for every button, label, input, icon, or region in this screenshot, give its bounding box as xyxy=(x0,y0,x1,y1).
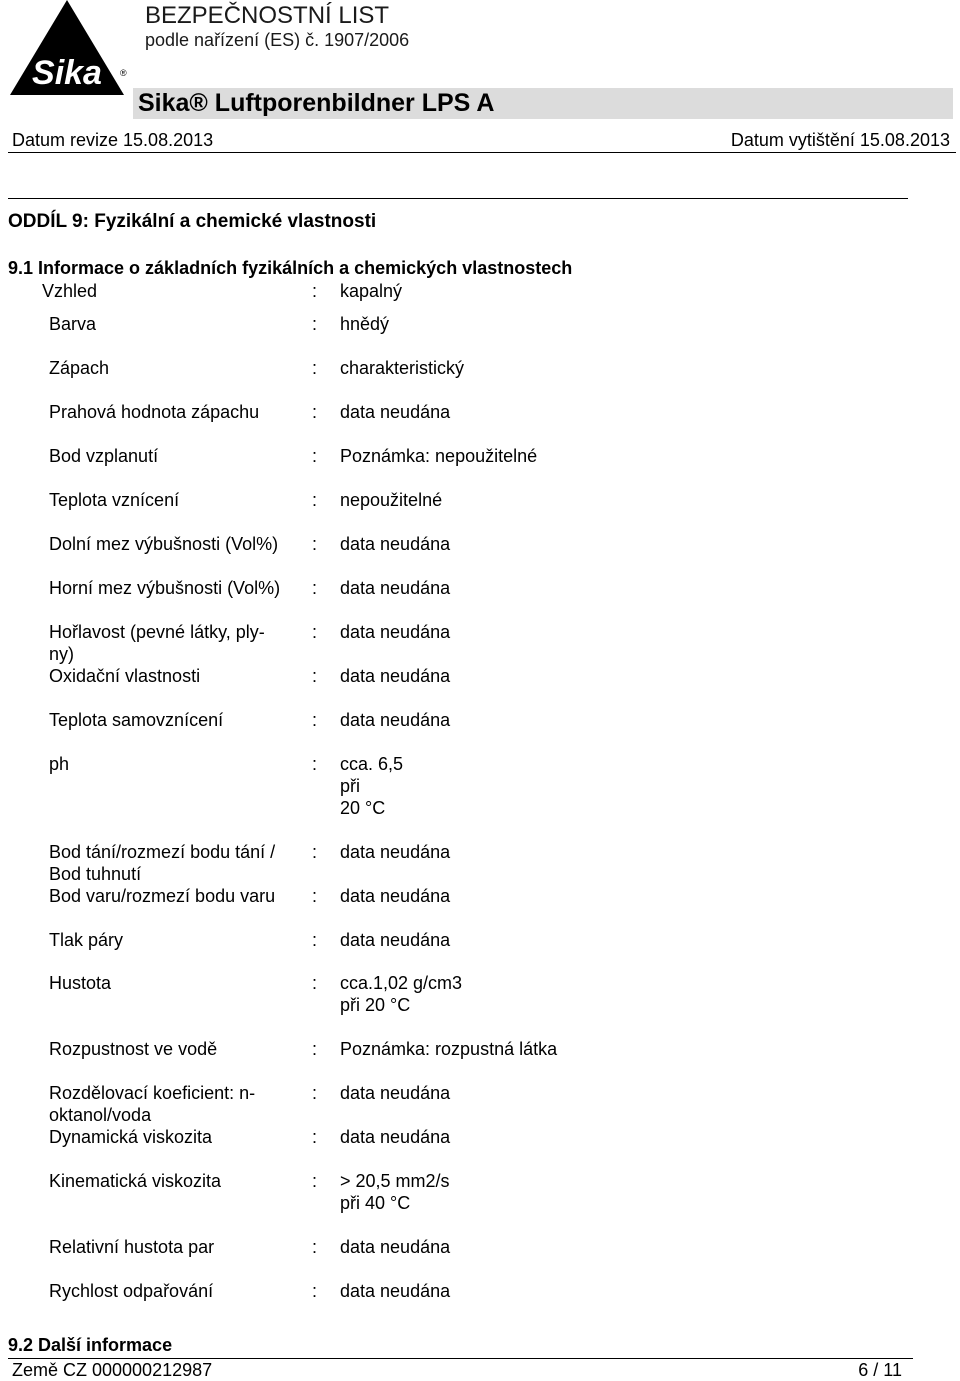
property-separator: : xyxy=(312,1237,318,1257)
property-separator: : xyxy=(312,281,318,301)
property-separator: : xyxy=(312,1039,318,1059)
property-value: data neudána xyxy=(340,622,451,642)
header-divider xyxy=(8,152,956,153)
property-separator: : xyxy=(312,578,318,598)
property-label: Teplota samovznícení xyxy=(49,710,224,730)
svg-text:®: ® xyxy=(120,68,127,78)
section-title: ODDÍL 9: Fyzikální a chemické vlastnosti xyxy=(8,211,377,232)
property-separator: : xyxy=(312,973,318,993)
property-label: ph xyxy=(49,754,70,774)
property-value: cca. 6,5 při 20 °C xyxy=(340,754,404,818)
property-value: data neudána xyxy=(340,842,451,862)
document-title: BEZPEČNOSTNÍ LIST xyxy=(145,2,390,29)
property-separator: : xyxy=(312,930,318,950)
property-label: Rozdělovací koeficient: n- oktanol/voda xyxy=(49,1083,256,1125)
property-value: hnědý xyxy=(340,314,390,334)
page-number: 6 / 11 xyxy=(858,1360,902,1380)
property-value: data neudána xyxy=(340,930,451,950)
property-label: Hustota xyxy=(49,973,112,993)
property-value: data neudána xyxy=(340,710,451,730)
regulation-reference: podle nařízení (ES) č. 1907/2006 xyxy=(145,30,410,50)
property-value: data neudána xyxy=(340,578,451,598)
property-label: Horní mez výbušnosti (Vol%) xyxy=(49,578,281,598)
property-separator: : xyxy=(312,490,318,510)
further-info-heading: 9.2 Další informace xyxy=(8,1335,173,1355)
property-separator: : xyxy=(312,1171,318,1191)
property-separator: : xyxy=(312,754,318,774)
property-separator: : xyxy=(312,534,318,554)
property-separator: : xyxy=(312,666,318,686)
subsection-title: 9.1 Informace o základních fyzikálních a chemických vlastnostech xyxy=(8,258,573,278)
revision-date: Datum revize 15.08.2013 xyxy=(12,130,214,150)
property-separator: : xyxy=(312,314,318,334)
property-value: Poznámka: rozpustná látka xyxy=(340,1039,558,1059)
property-separator: : xyxy=(312,622,318,642)
property-value: data neudána xyxy=(340,1083,451,1103)
property-separator: : xyxy=(312,842,318,862)
property-value: data neudána xyxy=(340,1281,451,1301)
product-name: Sika® Luftporenbildner LPS A xyxy=(138,89,495,117)
property-value: kapalný xyxy=(340,281,403,301)
footer-divider xyxy=(8,1358,913,1359)
property-label: Bod tání/rozmezí bodu tání / Bod tuhnutí xyxy=(49,842,276,884)
property-separator: : xyxy=(312,1083,318,1103)
property-value: cca.1,02 g/cm3 při 20 °C xyxy=(340,973,463,1015)
property-value: charakteristický xyxy=(340,358,465,378)
property-label: Teplota vznícení xyxy=(49,490,180,510)
property-label: Dynamická viskozita xyxy=(49,1127,213,1147)
property-label: Relativní hustota par xyxy=(49,1237,215,1257)
property-separator: : xyxy=(312,710,318,730)
property-label: Oxidační vlastnosti xyxy=(49,666,201,686)
property-label: Rozpustnost ve vodě xyxy=(49,1039,218,1059)
country-code: Země CZ 000000212987 xyxy=(12,1360,213,1380)
property-separator: : xyxy=(312,446,318,466)
property-value: data neudána xyxy=(340,666,451,686)
property-label: Barva xyxy=(49,314,97,334)
property-separator: : xyxy=(312,402,318,422)
property-value: Poznámka: nepoužitelné xyxy=(340,446,538,466)
property-value: data neudána xyxy=(340,1127,451,1147)
property-label: Kinematická viskozita xyxy=(49,1171,222,1191)
property-label: Vzhled xyxy=(42,281,98,301)
property-separator: : xyxy=(312,886,318,906)
property-label: Dolní mez výbušnosti (Vol%) xyxy=(49,534,279,554)
logo-text: Sika xyxy=(32,54,102,92)
property-value: data neudána xyxy=(340,534,451,554)
property-label: Rychlost odpařování xyxy=(49,1281,214,1301)
property-value: data neudána xyxy=(340,1237,451,1257)
property-value: nepoužitelné xyxy=(340,490,443,510)
property-value: > 20,5 mm2/s při 40 °C xyxy=(340,1171,450,1213)
property-label: Tlak páry xyxy=(49,930,124,950)
section-divider xyxy=(8,198,908,199)
property-value: data neudána xyxy=(340,402,451,422)
property-label: Hořlavost (pevné látky, ply- ny) xyxy=(49,622,265,664)
property-separator: : xyxy=(312,358,318,378)
property-label: Zápach xyxy=(49,358,110,378)
property-separator: : xyxy=(312,1127,318,1147)
property-value: data neudána xyxy=(340,886,451,906)
sika-logo xyxy=(10,0,127,98)
property-label: Bod varu/rozmezí bodu varu xyxy=(49,886,276,906)
property-label: Bod vzplanutí xyxy=(49,446,159,466)
print-date: Datum vytištění 15.08.2013 xyxy=(730,130,950,150)
property-separator: : xyxy=(312,1281,318,1301)
property-label: Prahová hodnota zápachu xyxy=(49,402,260,422)
